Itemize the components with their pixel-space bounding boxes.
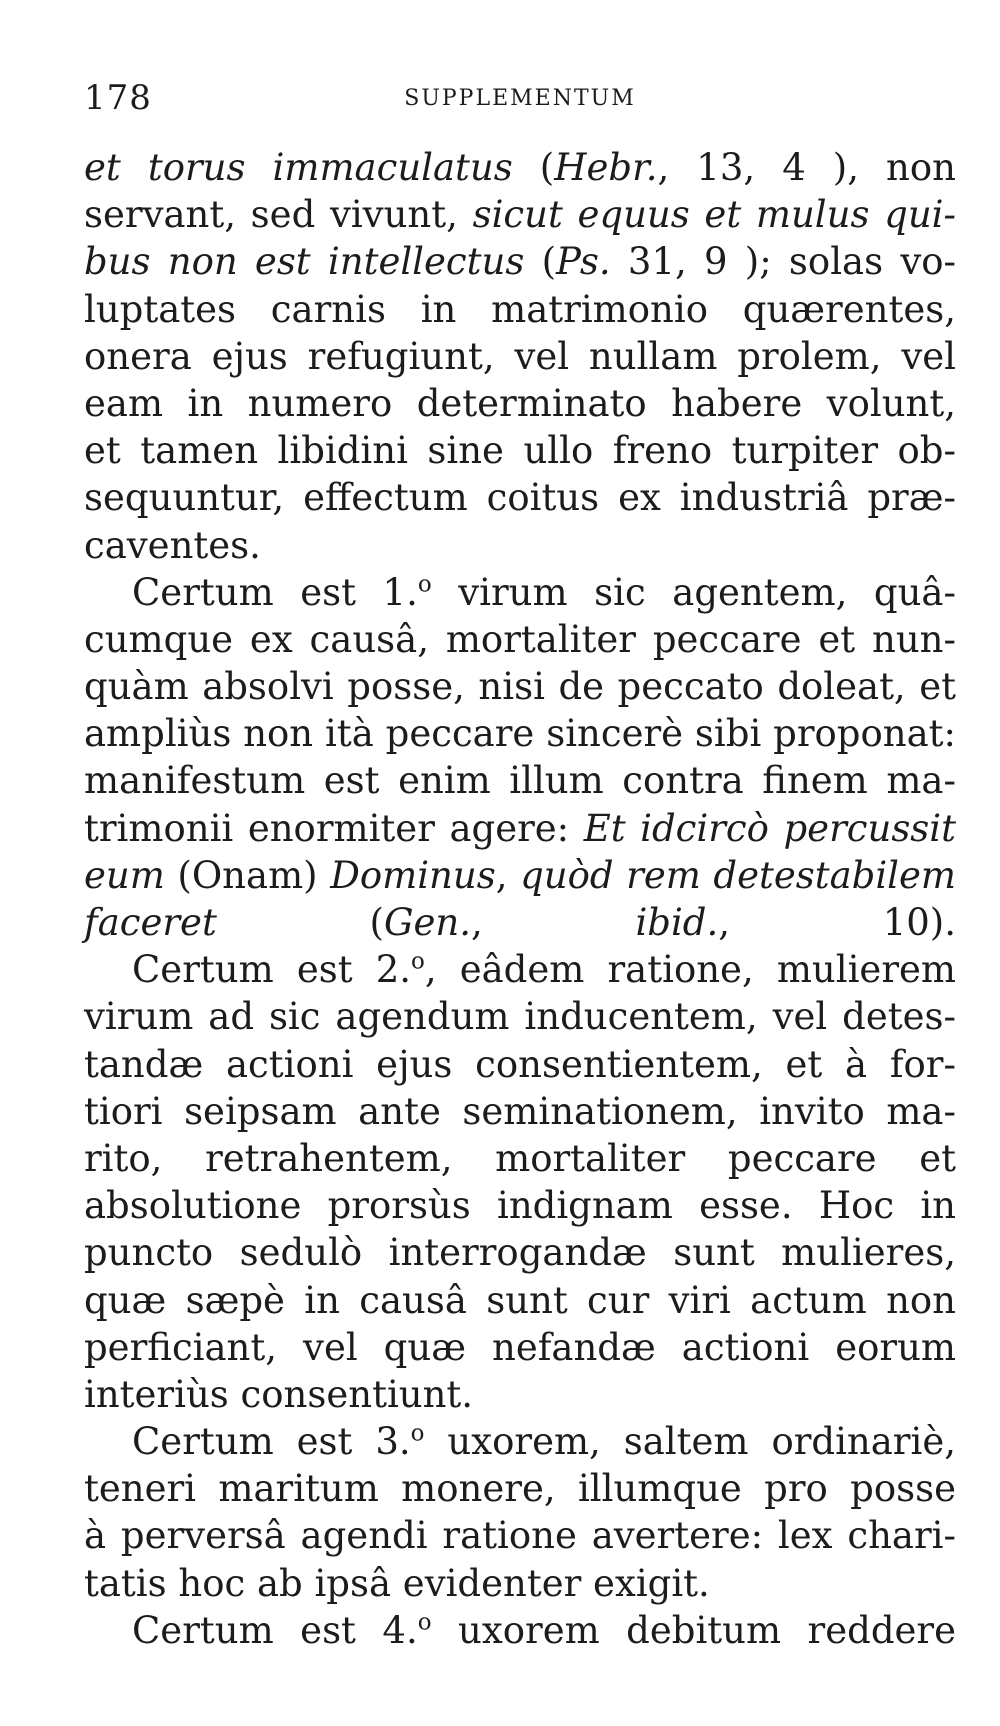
text-line xyxy=(84,380,956,427)
text-line xyxy=(84,191,956,238)
page-header xyxy=(84,78,956,118)
italic-text: sicut equus et mulus qui- xyxy=(472,193,956,237)
text-run: perficiant, vel quæ nefandæ actioni eorum xyxy=(84,1325,956,1369)
text-run: caventes. xyxy=(84,523,261,567)
text-run: (Onam) xyxy=(164,853,331,897)
text-line xyxy=(84,1277,956,1324)
ordinal-mark: o xyxy=(417,571,432,598)
text-line xyxy=(84,1560,956,1607)
body-text xyxy=(84,144,956,1654)
running-head: SUPPLEMENTUM xyxy=(404,86,636,111)
ordinal-mark: o xyxy=(417,1609,432,1636)
text-line xyxy=(84,852,956,899)
text-run: trimonii enormiter agere: xyxy=(84,806,584,850)
text-run: ( xyxy=(512,146,555,189)
text-run: servant, sed vivunt, xyxy=(84,193,473,237)
text-line xyxy=(84,286,956,333)
text-line xyxy=(84,616,956,663)
text-line xyxy=(84,1371,956,1418)
text-run: tatis hoc ab ipsâ evidenter exigit. xyxy=(84,1561,710,1605)
text-line xyxy=(84,663,956,710)
text-run: quæ sæpè in causâ sunt cur viri actum non xyxy=(84,1278,956,1322)
italic-text: Et idcircò percussit xyxy=(583,806,956,850)
text-run: uxorem debitum reddere xyxy=(431,1608,956,1652)
italic-text: faceret xyxy=(84,901,217,944)
text-run: , xyxy=(495,853,521,897)
text-run: tandæ actioni ejus consentientem, et à for- xyxy=(84,1042,956,1086)
text-line xyxy=(84,805,956,852)
text-run: eam in numero determinato habere volunt, xyxy=(84,381,956,425)
text-run: à perversâ agendi ratione avertere: lex chari- xyxy=(84,1514,956,1558)
text-run: , 13, 4 ), non xyxy=(657,146,956,189)
text-run: , 10). xyxy=(718,901,956,944)
text-run: tiori seipsam ante seminationem, invito ma- xyxy=(84,1089,956,1133)
text-run: ampliùs non ità peccare sincerè sibi proponat: xyxy=(84,712,956,756)
text-line xyxy=(84,144,956,191)
italic-text: bus non est intellectus xyxy=(84,240,525,284)
text-run: interiùs consentiunt. xyxy=(84,1372,474,1416)
text-line xyxy=(84,710,956,757)
text-run: quàm absolvi posse, nisi de peccato doleat, et xyxy=(84,665,956,709)
ordinal-mark: o xyxy=(411,948,425,975)
text-run: absolutione prorsùs indignam esse. Hoc in xyxy=(84,1184,956,1228)
text-run: , xyxy=(471,901,636,944)
text-run: manifestum est enim illum contra finem ma- xyxy=(84,759,956,803)
text-run: et tamen libidini sine ullo freno turpiter ob- xyxy=(84,429,956,473)
text-run: puncto sedulò interrogandæ sunt mulieres, xyxy=(84,1231,956,1275)
text-line xyxy=(84,1182,956,1229)
italic-text: Gen. xyxy=(383,901,471,944)
text-line xyxy=(84,993,956,1040)
text-run: onera ejus refugiunt, vel nullam prolem, vel xyxy=(84,334,956,378)
italic-text: Ps. xyxy=(556,240,611,284)
text-line xyxy=(84,1418,956,1465)
text-run: sequuntur, effectum coitus ex industriâ præ- xyxy=(84,476,956,520)
text-line xyxy=(84,946,956,993)
text-run: rito, retrahentem, mortaliter peccare et xyxy=(84,1136,956,1180)
italic-text: et torus immaculatus xyxy=(84,146,513,189)
text-line xyxy=(84,1041,956,1088)
text-run: virum sic agentem, quâ- xyxy=(431,570,956,614)
italic-text: Dominus xyxy=(330,853,496,897)
italic-text: ibid. xyxy=(635,901,719,944)
text-line xyxy=(84,1229,956,1276)
text-line xyxy=(84,899,956,946)
text-run: cumque ex causâ, mortaliter peccare et nun- xyxy=(84,617,956,661)
ordinal-mark: o xyxy=(410,1420,425,1447)
page-number: 178 xyxy=(84,78,152,118)
text-run: Certum est 3. xyxy=(132,1420,411,1464)
text-run: teneri maritum monere, illumque pro posse xyxy=(84,1467,956,1511)
text-run: Certum est 4. xyxy=(132,1608,418,1652)
text-line xyxy=(84,333,956,380)
text-line xyxy=(84,1465,956,1512)
text-line xyxy=(84,522,956,569)
text-run: uxorem, saltem ordinariè, xyxy=(424,1420,956,1464)
text-line xyxy=(84,569,956,616)
text-line xyxy=(84,1088,956,1135)
text-line xyxy=(84,474,956,521)
text-run: , eâdem ratione, mulierem xyxy=(424,948,956,992)
italic-text: Hebr. xyxy=(554,146,658,189)
text-run: virum ad sic agendum inducentem, vel detes- xyxy=(84,995,956,1039)
text-run: ( xyxy=(216,901,384,944)
italic-text: quòd rem detestabilem xyxy=(520,853,956,897)
text-run: Certum est 2. xyxy=(132,948,412,992)
text-run: Certum est 1. xyxy=(132,570,418,614)
text-line xyxy=(84,1607,956,1654)
italic-text: eum xyxy=(84,853,165,897)
text-run: 31, 9 ); solas vo- xyxy=(610,240,956,284)
text-run: luptates carnis in matrimonio quærentes, xyxy=(84,287,956,331)
text-line xyxy=(84,1512,956,1559)
text-line xyxy=(84,427,956,474)
text-line xyxy=(84,1135,956,1182)
text-line xyxy=(84,757,956,804)
text-run: ( xyxy=(524,240,557,284)
text-line xyxy=(84,1324,956,1371)
text-line xyxy=(84,238,956,285)
